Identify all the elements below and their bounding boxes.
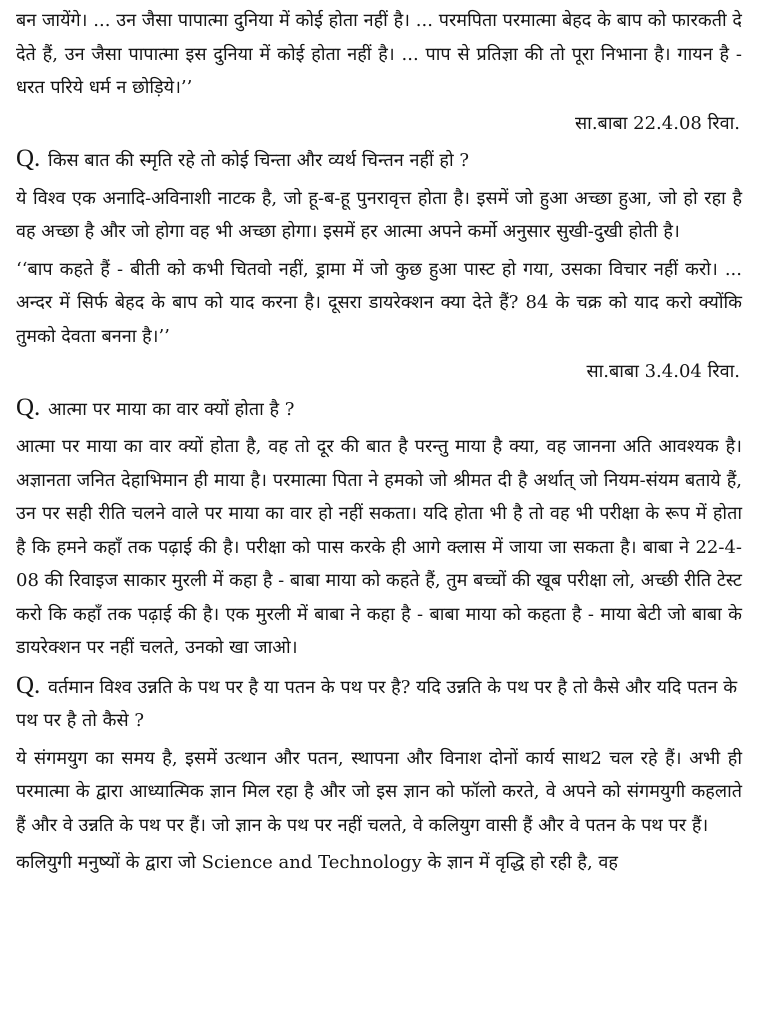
answer-paragraph-continued: कलियुगी मनुष्यों के द्वारा जो Science and Technology के ज्ञान में वृद्धि हो रही है, वह bbox=[16, 852, 618, 873]
question-heading bbox=[16, 391, 742, 427]
answer-paragraph: ये विश्व एक अनादि-अविनाशी नाटक है, जो हू-ब-हू पुनरावृत्त होता है। इसमें जो हुआ अच्छा हुआ, जो हो रहा है वह अच्छा है और जो होगा वह भी अच्छा होगा। इसमें हर आत्मा अपने कर्मो अनुसार सुखी-दुखी होती है। bbox=[16, 187, 742, 242]
question-marker: Q. bbox=[16, 145, 41, 172]
question-heading bbox=[16, 669, 742, 738]
paragraph-quote-ending: बन जायेंगे। ... उन जैसा पापात्मा दुनिया में कोई होता नहीं है। ... परमपिता परमात्मा बेहद के बाप को फारकती दे देते हैं, उन जैसा पापात्मा इस दुनिया में कोई होता नहीं है। ... पाप से प्रतिज्ञा की तो पूरा निभाना है। गायन है - धरत परिये धर्म न छोड़िये।’’ bbox=[16, 10, 742, 98]
answer-paragraph: आत्मा पर माया का वार क्यों होता है, वह तो दूर की बात है परन्तु माया है क्या, वह जानना अति आवश्यक है। अज्ञानता जनित देहाभिमान ही माया है। परमात्मा पिता ने हमको जो श्रीमत दी है अर्थात् जो नियम-संयम बताये हैं, उन पर सही रीति चलने वाले पर माया का वार हो नहीं सकता। यदि होता भी है तो वह भी परीक्षा के रूप में होता है कि हमने कहाँ तक पढ़ाई की है। परीक्षा को पास करके ही आगे क्लास में जाया जा सकता है। बाबा ने 22-4-08 की रिवाइज साकार मुरली में कहा है - बाबा माया को कहते हैं, तुम बच्चों की खूब परीक्षा लो, अच्छी रीति टेस्ट करो कि कहाँ तक पढ़ाई की है। एक मुरली में बाबा ने कहा है - बाबा माया को कहता है - माया बेटी जो बाबा के डायरेक्शन पर नहीं चलते, उनको खा जाओ। bbox=[16, 436, 742, 658]
question-heading bbox=[16, 142, 742, 178]
question-text: किस बात की स्मृति रहे तो कोई चिन्ता और व्यर्थ चिन्तन नहीं हो ? bbox=[48, 150, 470, 171]
question-text: आत्मा पर माया का वार क्यों होता है ? bbox=[48, 398, 295, 420]
source-citation: सा.बाबा 22.4.08 रिवा. bbox=[575, 112, 740, 134]
question-marker: Q. bbox=[16, 671, 41, 699]
question-text: वर्तमान विश्व उन्नति के पथ पर है या पतन के पथ पर है? यदि उन्नति के पथ पर है तो कैसे और यदि पतन के पथ पर है तो कैसे ? bbox=[16, 676, 738, 731]
quote-paragraph: ‘‘बाप कहते हैं - बीती को कभी चितवो नहीं, ड्रामा में जो कुछ हुआ पास्ट हो गया, उसका विचार नहीं करो। ... अन्दर में सिर्फ बेहद के बाप को याद करना है। दूसरा डायरेक्शन क्या देते हैं? 84 के चक्र को याद करो क्योंकि तुमको देवता बनना है।’’ bbox=[16, 258, 742, 347]
answer-paragraph: ये संगमयुग का समय है, इसमें उत्थान और पतन, स्थापना और विनाश दोनों कार्य साथ2 चल रहे हैं। अभी ही परमात्मा के द्वारा आध्यात्मिक ज्ञान मिल रहा है और जो इस ज्ञान को फॉलो करते, वे अपने को संगमयुगी कहलाते हैं और वे उन्नति के पथ पर हैं। जो ज्ञान के पथ पर नहीं चलते, वे कलियुग वासी हैं और वे पतन के पथ पर हैं। bbox=[16, 747, 742, 836]
question-marker: Q. bbox=[16, 393, 41, 421]
source-citation: सा.बाबा 3.4.04 रिवा. bbox=[586, 361, 740, 382]
